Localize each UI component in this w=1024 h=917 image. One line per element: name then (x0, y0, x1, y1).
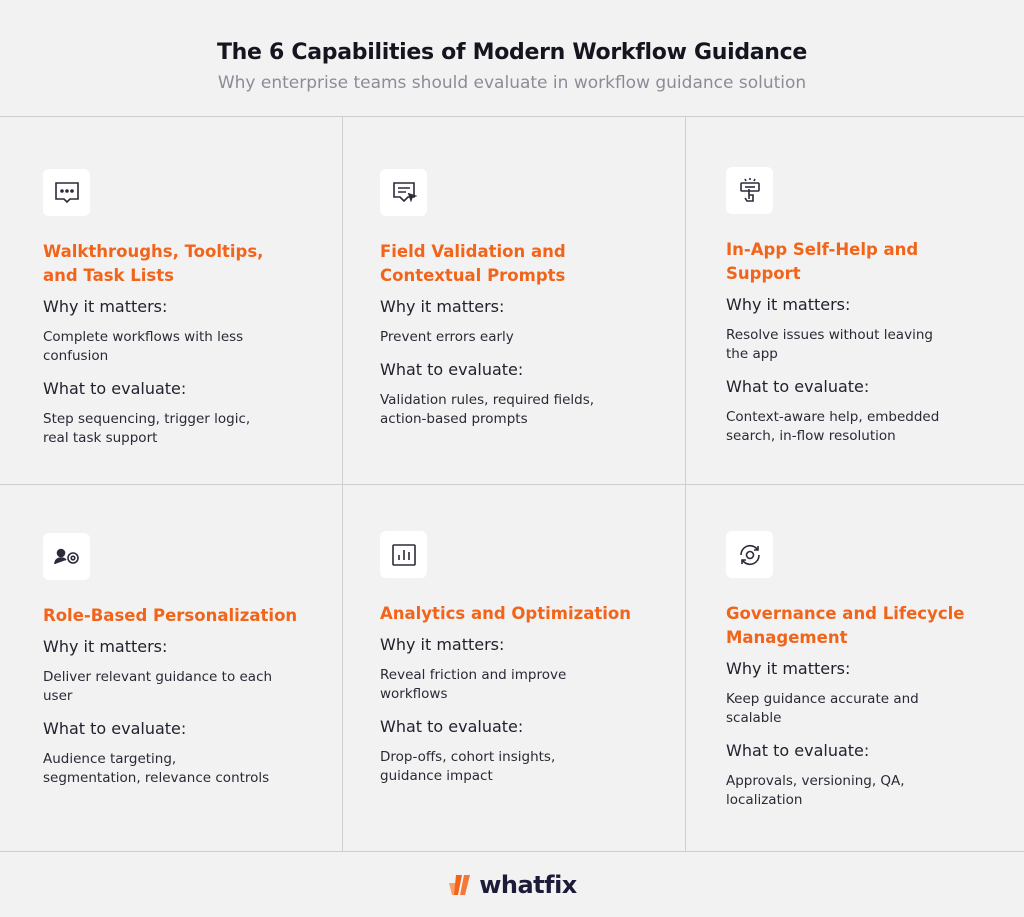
why-label: Why it matters: (380, 635, 505, 654)
why-text: Complete workflows with less confusion (43, 329, 244, 364)
what-text: Approvals, versioning, QA, localization (726, 773, 905, 808)
what-text: Validation rules, required fields, action-based prompts (380, 392, 595, 427)
capability-card (0, 117, 343, 485)
user-gear-icon (43, 533, 90, 580)
card-title: In-App Self-Help and Support (726, 240, 919, 283)
gear-cycle-icon (726, 531, 773, 578)
what-label: What to evaluate: (43, 379, 187, 398)
capability-card (686, 485, 1024, 852)
whatfix-mark-icon (447, 873, 477, 897)
footer (0, 852, 1024, 917)
card-title: Field Validation and Contextual Prompts (380, 242, 566, 285)
what-text: Step sequencing, trigger logic, real task support (43, 411, 251, 446)
what-label: What to evaluate: (380, 360, 524, 379)
why-text: Reveal friction and improve workflows (380, 667, 567, 702)
why-text: Resolve issues without leaving the app (726, 327, 933, 362)
card-title: Walkthroughs, Tooltips, and Task Lists (43, 242, 264, 285)
why-label: Why it matters: (43, 297, 168, 316)
what-label: What to evaluate: (43, 719, 187, 738)
capability-card (343, 485, 686, 852)
logo-text: whatfix (479, 870, 577, 899)
what-label: What to evaluate: (726, 377, 870, 396)
why-text: Deliver relevant guidance to each user (43, 669, 273, 704)
self-help-touch-icon (726, 167, 773, 214)
why-text: Keep guidance accurate and scalable (726, 691, 919, 726)
page-title: The 6 Capabilities of Modern Workflow Guidance (216, 40, 808, 65)
why-label: Why it matters: (380, 297, 505, 316)
page-subtitle: Why enterprise teams should evaluate in workflow guidance solution (217, 73, 807, 93)
why-label: Why it matters: (43, 637, 168, 656)
what-text: Drop-offs, cohort insights, guidance impact (380, 749, 556, 784)
why-label: Why it matters: (726, 659, 851, 678)
card-title: Governance and Lifecycle Management (726, 604, 965, 647)
bar-chart-icon (380, 531, 427, 578)
capability-card (686, 117, 1024, 485)
form-cursor-icon (380, 169, 427, 216)
capability-card (0, 485, 343, 852)
header (0, 0, 1024, 117)
capability-card (343, 117, 686, 485)
whatfix-logo (447, 871, 577, 899)
why-label: Why it matters: (726, 295, 851, 314)
capabilities-grid (0, 117, 1024, 852)
why-text: Prevent errors early (380, 329, 514, 345)
what-label: What to evaluate: (726, 741, 870, 760)
what-text: Context-aware help, embedded search, in-flow resolution (726, 409, 940, 444)
what-label: What to evaluate: (380, 717, 524, 736)
card-title: Role-Based Personalization (43, 606, 298, 625)
what-text: Audience targeting, segmentation, relevance controls (43, 751, 270, 786)
card-title: Analytics and Optimization (380, 604, 631, 623)
chat-bubble-icon (43, 169, 90, 216)
